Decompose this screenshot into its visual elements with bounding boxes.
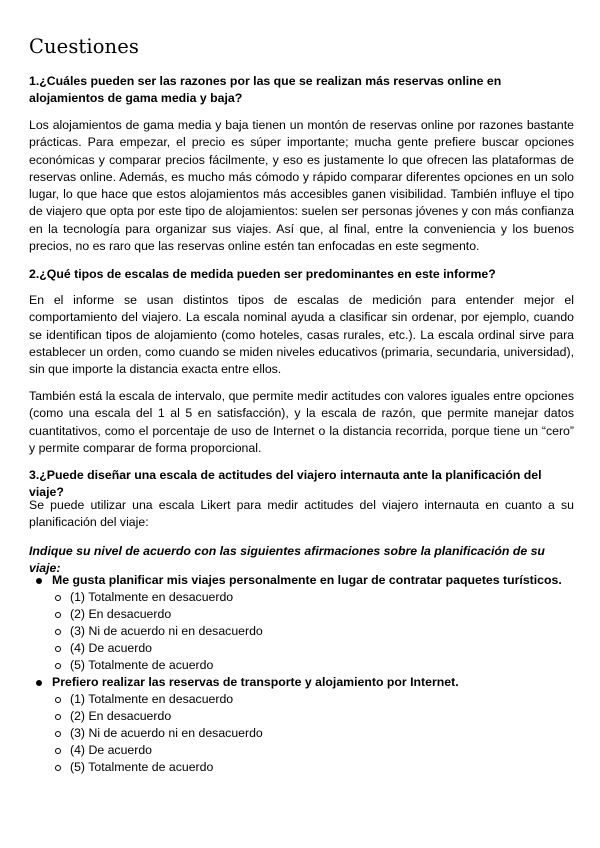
likert-option — [29, 623, 574, 640]
likert-statement — [29, 572, 574, 589]
circle-bullet-icon — [55, 748, 61, 754]
likert-option — [29, 606, 574, 623]
answer-1: Los alojamientos de gama media y baja tienen un montón de reservas online por razones bastante prácticas. Para empezar, el precio es súper importante; mucha gente prefiere buscar opciones económicas y comparar precios fácilmente, y eso es justamente lo que ofrecen las plataformas de reservas online. Además, es mucho más cómodo y rápido comparar diferentes opciones en un solo lugar, lo que hace que estos alojamientos más accesibles ganen visibilidad. También influye el tipo de viajero que opta por este tipo de alojamientos: suelen ser personas jóvenes y con más confianza en la tecnología para organizar sus viajes. Así que, al final, entre la conveniencia y los buenos precios, no es raro que las reservas online estén tan enfocadas en este segmento. — [29, 118, 574, 254]
circle-bullet-icon — [55, 612, 61, 618]
likert-item — [29, 674, 574, 776]
likert-option — [29, 708, 574, 725]
option-text: (3) Ni de acuerdo ni en desacuerdo — [70, 726, 263, 740]
circle-bullet-icon — [55, 697, 61, 703]
circle-bullet-icon — [55, 646, 61, 652]
question-2: 2.¿Qué tipos de escalas de medida pueden ser predominantes en este informe? — [29, 267, 496, 281]
likert-instructions: Indique su nivel de acuerdo con las siguientes afirmaciones sobre la planificación de su viaje: — [29, 544, 545, 575]
question-3: 3.¿Puede diseñar una escala de actitudes del viajero internauta ante la planificación del viaje? — [29, 468, 542, 499]
circle-bullet-icon — [55, 731, 61, 737]
likert-statement — [29, 674, 574, 691]
likert-option — [29, 759, 574, 776]
option-text: (2) En desacuerdo — [70, 709, 172, 723]
likert-option — [29, 691, 574, 708]
answer-2-paragraph-1: En el informe se usan distintos tipos de escalas de medición para entender mejor el comportamiento del viajero. La escala nominal ayuda a clasificar sin ordenar, por ejemplo, cuando se identifican tipos de alojamiento (como hoteles, casas rurales, etc.). La escala ordinal sirve para establecer un orden, como cuando se miden niveles educativos (primaria, secundaria, universidad), sin que importe la distancia exacta entre ellos. — [29, 293, 574, 377]
answer-2-paragraph-2: También está la escala de intervalo, que permite medir actitudes con valores iguales entre opciones (como una escala del 1 al 5 en satisfacción), y la escala de razón, que permite manejar datos cuantitativos, como el porcentaje de uso de Internet o la distancia recorrida, porque tiene un “cero” y permite comparar de forma proporcional. — [29, 389, 574, 455]
option-text: (4) De acuerdo — [70, 641, 153, 655]
likert-option — [29, 589, 574, 606]
bullet-icon — [36, 578, 42, 584]
likert-item — [29, 572, 574, 674]
option-text: (3) Ni de acuerdo ni en desacuerdo — [70, 624, 263, 638]
question-1: 1.¿Cuáles pueden ser las razones por las que se realizan más reservas online en alojamientos de gama media y baja? — [29, 74, 502, 105]
likert-option — [29, 725, 574, 742]
likert-option — [29, 657, 574, 674]
option-text: (1) Totalmente en desacuerdo — [70, 692, 234, 706]
option-text: (5) Totalmente de acuerdo — [70, 658, 214, 672]
option-text: (4) De acuerdo — [70, 743, 153, 757]
circle-bullet-icon — [55, 629, 61, 635]
circle-bullet-icon — [55, 595, 61, 601]
option-text: (5) Totalmente de acuerdo — [70, 760, 214, 774]
option-text: (1) Totalmente en desacuerdo — [70, 590, 234, 604]
likert-option — [29, 640, 574, 657]
bullet-icon — [36, 680, 42, 686]
circle-bullet-icon — [55, 765, 61, 771]
circle-bullet-icon — [55, 714, 61, 720]
statement-text: Me gusta planificar mis viajes personalmente en lugar de contratar paquetes turísticos. — [52, 573, 562, 587]
page-title: Cuestiones — [29, 35, 139, 58]
circle-bullet-icon — [55, 663, 61, 669]
statement-text: Prefiero realizar las reservas de transporte y alojamiento por Internet. — [52, 675, 459, 689]
option-text: (2) En desacuerdo — [70, 607, 172, 621]
likert-scale — [29, 572, 574, 776]
likert-option — [29, 742, 574, 759]
answer-3: Se puede utilizar una escala Likert para medir actitudes del viajero internauta en cuanto a su planificación del viaje: — [29, 498, 574, 530]
